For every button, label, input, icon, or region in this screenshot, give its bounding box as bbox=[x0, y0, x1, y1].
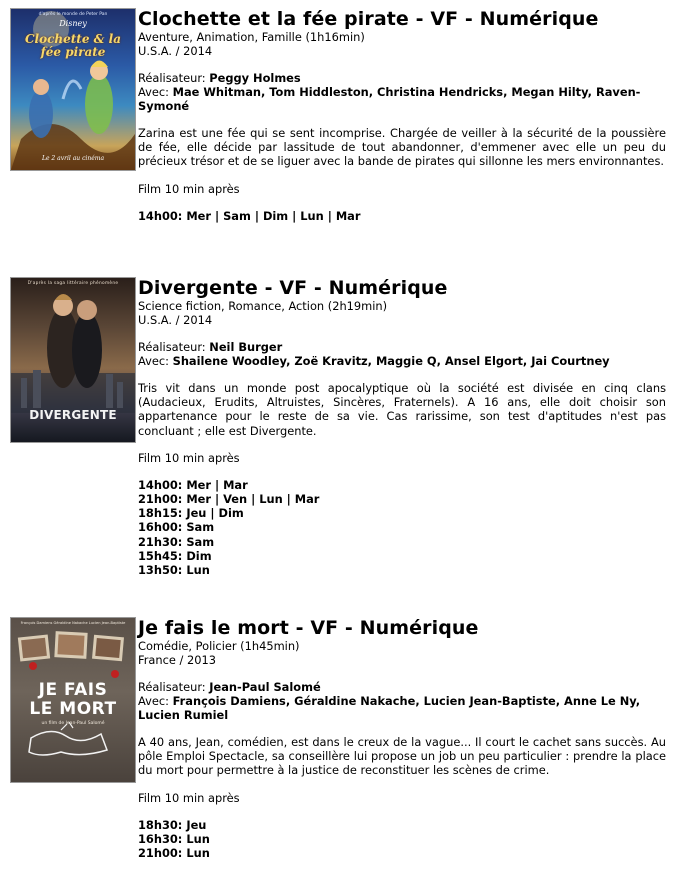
movie-poster[interactable] bbox=[10, 8, 136, 171]
showtime-row[interactable]: 18h15: Jeu | Dim bbox=[138, 506, 244, 521]
showtime-row[interactable]: 14h00: Mer | Sam | Dim | Lun | Mar bbox=[138, 208, 361, 223]
showtime-row[interactable]: 14h00: Mer | Mar bbox=[138, 477, 248, 492]
director-name: Neil Burger bbox=[209, 340, 283, 354]
movie-genres: Comédie, Policier (1h45min) bbox=[138, 639, 300, 653]
movie-info bbox=[138, 617, 666, 860]
poster-brand: Disney bbox=[59, 19, 87, 28]
movie-genres: Aventure, Animation, Famille (1h16min) bbox=[138, 30, 365, 44]
movie-synopsis: Tris vit dans un monde post apocalyptique où la société est divisée en cinq clans (Audacieux, Erudits, Altruistes, Sincères, Fraternels). A 16 ans, elle doit choisir son appartenance pour le reste de sa vie. Cas rarissime, son test d'aptitudes n'est pas concluant ; elle est Divergente. bbox=[138, 381, 666, 438]
director-name: Jean-Paul Salomé bbox=[209, 680, 321, 694]
movie-title[interactable]: Divergente - VF - Numérique bbox=[138, 277, 448, 299]
director-name: Peggy Holmes bbox=[209, 71, 301, 85]
cast-label: Avec: bbox=[138, 694, 169, 708]
showtime-row[interactable]: 16h00: Sam bbox=[138, 520, 215, 535]
poster-date: Le 2 avril au cinéma bbox=[41, 155, 105, 162]
cast-names: Mae Whitman, Tom Hiddleston, Christina Hendricks, Megan Hilty, Raven-Symoné bbox=[138, 85, 641, 113]
showtime-row[interactable]: 15h45: Dim bbox=[138, 548, 212, 563]
director-label: Réalisateur: bbox=[138, 680, 206, 694]
movie-poster[interactable] bbox=[10, 277, 136, 443]
poster-top-text: François Damiens Géraldine Nakache Lucien Jean-Baptiste bbox=[20, 621, 126, 625]
movie-director bbox=[138, 71, 666, 85]
movie-origin: France / 2013 bbox=[138, 653, 216, 667]
cast-label: Avec: bbox=[138, 85, 169, 99]
movie-note: Film 10 min après bbox=[138, 450, 240, 465]
movie-synopsis: A 40 ans, Jean, comédien, est dans le creux de la vague... Il court le cachet sans succès. Au pôle Emploi Spectacle, sa conseillère lui propose un job un peu particulier : prendre la place du mort pour permettre à la justice de reconstituer les scènes de crime. bbox=[138, 735, 666, 778]
movie-director bbox=[138, 680, 666, 694]
showtime-row[interactable]: 13h50: Lun bbox=[138, 563, 210, 578]
movie-info bbox=[138, 277, 666, 577]
poster-top-text: d'après le monde de Peter Pan bbox=[38, 12, 108, 17]
poster-top-text: D'après la saga littéraire phénomène bbox=[27, 281, 119, 286]
cast-label: Avec: bbox=[138, 354, 169, 368]
movie-poster[interactable] bbox=[10, 617, 136, 783]
showtime-row[interactable]: 18h30: Jeu bbox=[138, 817, 207, 832]
movie-card bbox=[10, 277, 690, 593]
showtime-row[interactable]: 21h00: Mer | Ven | Lun | Mar bbox=[138, 492, 320, 507]
movie-director bbox=[138, 340, 666, 354]
movie-cast bbox=[138, 85, 666, 113]
movie-card bbox=[10, 8, 690, 253]
movie-card bbox=[10, 617, 690, 875]
director-label: Réalisateur: bbox=[138, 71, 206, 85]
movie-cast bbox=[138, 694, 666, 722]
movie-title[interactable]: Je fais le mort - VF - Numérique bbox=[138, 617, 479, 639]
movie-genres: Science fiction, Romance, Action (2h19min) bbox=[138, 299, 388, 313]
cast-names: François Damiens, Géraldine Nakache, Lucien Jean-Baptiste, Anne Le Ny, Lucien Rumiel bbox=[138, 694, 641, 722]
movie-origin: U.S.A. / 2014 bbox=[138, 313, 213, 327]
movie-info bbox=[138, 8, 666, 223]
movie-note: Film 10 min après bbox=[138, 790, 240, 805]
showtime-row[interactable]: 21h30: Sam bbox=[138, 534, 215, 549]
cast-names: Shailene Woodley, Zoë Kravitz, Maggie Q, Ansel Elgort, Jai Courtney bbox=[172, 354, 610, 368]
poster-logo-line2: LE MORT bbox=[29, 699, 117, 719]
showtime-row[interactable]: 16h30: Lun bbox=[138, 831, 210, 846]
movie-title[interactable]: Clochette et la fée pirate - VF - Numérique bbox=[138, 8, 599, 30]
poster-logo: Clochette & la fée pirate bbox=[24, 32, 122, 59]
movie-synopsis: Zarina est une fée qui se sent incomprise. Chargée de veiller à la sécurité de la poussière de fée, elle décide par lassitude de tout abandonner, d'emmener avec elle un peu du précieux trésor et de se liguer avec la bande de pirates qui sillonne les mers environnantes. bbox=[138, 126, 666, 169]
showtime-row[interactable]: 21h00: Lun bbox=[138, 846, 210, 861]
poster-logo: DIVERGENTE bbox=[29, 408, 117, 422]
poster-logo-line1: JE FAIS bbox=[38, 680, 108, 700]
director-label: Réalisateur: bbox=[138, 340, 206, 354]
poster-byline: un film de Jean-Paul Salomé bbox=[41, 721, 105, 726]
movie-origin: U.S.A. / 2014 bbox=[138, 44, 213, 58]
movie-note: Film 10 min après bbox=[138, 181, 240, 196]
movie-cast bbox=[138, 354, 666, 368]
